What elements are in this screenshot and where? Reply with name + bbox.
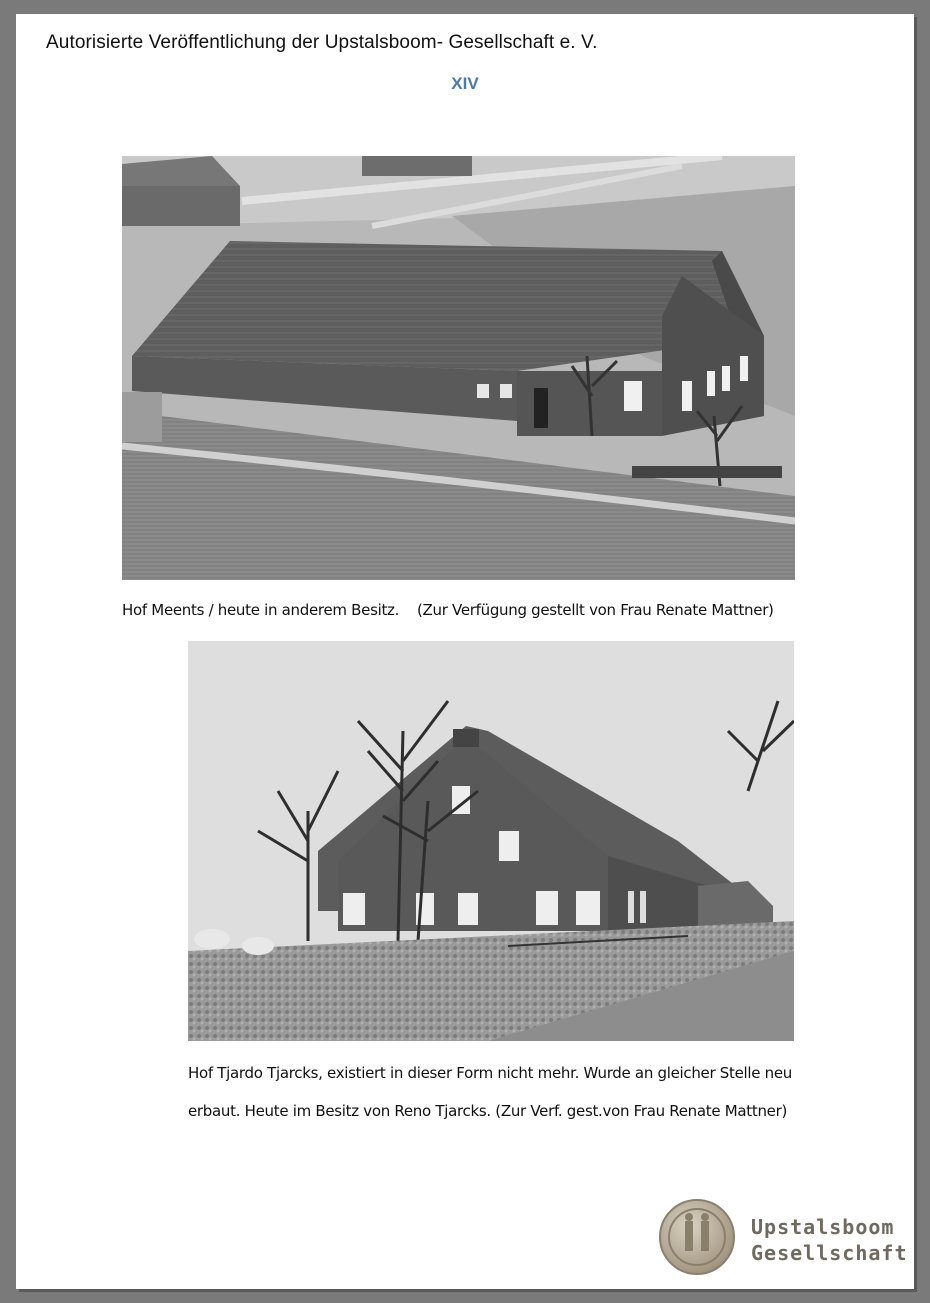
farmhouse-with-trees-photo bbox=[188, 641, 794, 1041]
photo-1-caption-credit: (Zur Verfügung gestellt von Frau Renate Mattner) bbox=[416, 601, 774, 619]
page-number: XIV bbox=[451, 74, 479, 93]
publication-header: Autorisierte Veröffentlichung der Upstalsboom- Gesellschaft e. V. bbox=[46, 32, 598, 53]
photo-1-caption-main: Hof Meents / heute in anderem Besitz. bbox=[122, 601, 400, 619]
logo-text-line-1: Upstalsboom bbox=[751, 1215, 895, 1239]
document-page bbox=[16, 14, 914, 1289]
photo-2-caption-line-1: Hof Tjardo Tjarcks, existiert in dieser Form nicht mehr. Wurde an gleicher Stelle neu bbox=[188, 1064, 793, 1082]
aerial-farmhouse-photo bbox=[122, 156, 795, 580]
seal-icon bbox=[659, 1199, 735, 1275]
photo-1-caption bbox=[122, 601, 774, 619]
photo-2-caption-line-2: erbaut. Heute im Besitz von Reno Tjarcks. (Zur Verf. gest.von Frau Renate Mattner) bbox=[188, 1102, 788, 1120]
logo-text-line-2: Gesellschaft bbox=[751, 1241, 908, 1265]
